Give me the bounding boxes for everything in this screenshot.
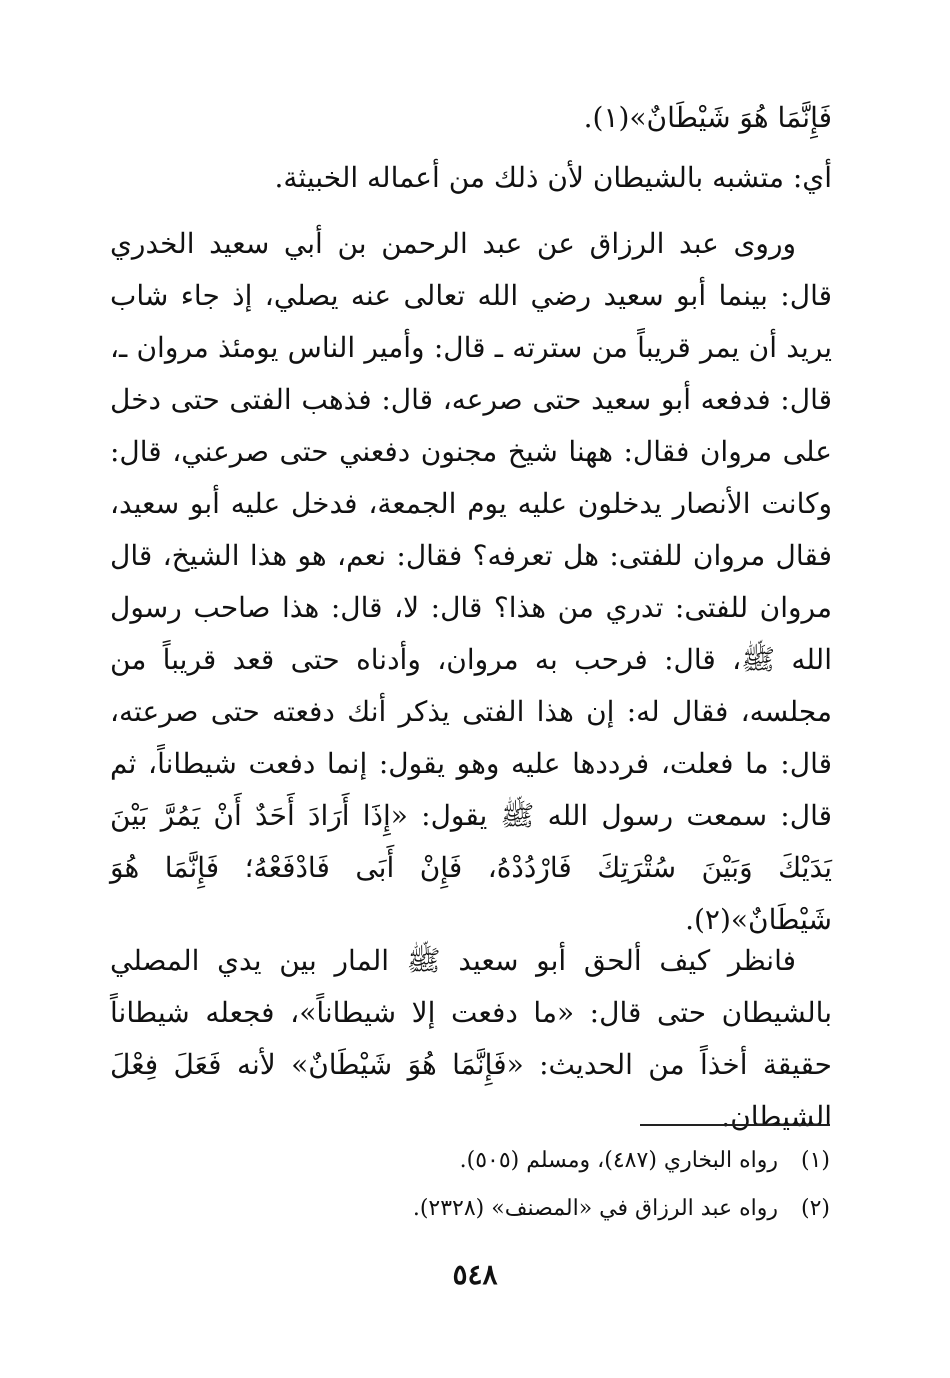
footnote-number: (١): [800, 1148, 830, 1173]
paragraph-narration: وروى عبد الرزاق عن عبد الرحمن بن أبي سعيد الخدري قال: بينما أبو سعيد رضي الله تعالى عنه يصلي، إذ جاء شاب يريد أن يمر قريباً من سترته ـ قال: وأمير الناس يومئذ مروان ـ، قال: فدفعه أبو سعيد حتى صرعه، قال: فذهب الفتى حتى دخل على مروان فقال: ههنا شيخ مجنون دفعني حتى صرعني، قال: وكانت الأنصار يدخلون عليه يوم الجمعة، فدخل عليه أبو سعيد، فقال مروان للفتى: هل تعرفه؟ فقال: نعم، هو هذا الشيخ، قال مروان للفتى: تدري من هذا؟ قال: لا، قال: هذا صاحب رسول الله ﷺ، قال: فرحب به مروان، وأدناه حتى قعد قريباً من مجلسه، فقال له: إن هذا الفتى يذكر أنك دفعته حتى صرعته، قال: ما فعلت، فرددها عليه وهو يقول: إنما دفعت شيطاناً، ثم قال: سمعت رسول الله ﷺ يقول: «إِذَا أَرَادَ أَحَدٌ أَنْ يَمُرَّ بَيْنَ يَدَيْكَ وَبَيْنَ سُتْرَتِكَ فَارْدُدْهُ، فَإِنْ أَبَى فَادْفَعْهُ؛ فَإِنَّمَا هُوَ شَيْطَانٌ»(٢).: [110, 227, 832, 936]
footnote-text: رواه عبد الرزاق في «المصنف» (٢٣٢٨).: [412, 1196, 778, 1221]
paragraph-conclusion: فانظر كيف ألحق أبو سعيد ﷺ المار بين يدي المصلي بالشيطان حتى قال: «ما دفعت إلا شيطاناً»، فجعله شيطاناً حقيقة أخذاً من الحديث: «فَإِنَّمَا هُوَ شَيْطَانٌ» لأنه فَعَلَ فِعْلَ الشيطان.: [110, 944, 832, 1133]
footnote-text: رواه البخاري (٤٨٧)، ومسلم (٥٠٥).: [459, 1148, 778, 1173]
page-number: ٥٤٨: [452, 1258, 498, 1291]
paragraph-hadith-ending: فَإِنَّمَا هُوَ شَيْطَانٌ»(١).: [583, 101, 832, 134]
footnote-divider: [640, 1124, 830, 1126]
footnote-1: [460, 1146, 830, 1176]
footnote-number: (٢): [800, 1196, 830, 1221]
footnote-2: [413, 1194, 830, 1224]
paragraph-explanation: أي: متشبه بالشيطان لأن ذلك من أعماله الخبيثة.: [274, 161, 832, 194]
